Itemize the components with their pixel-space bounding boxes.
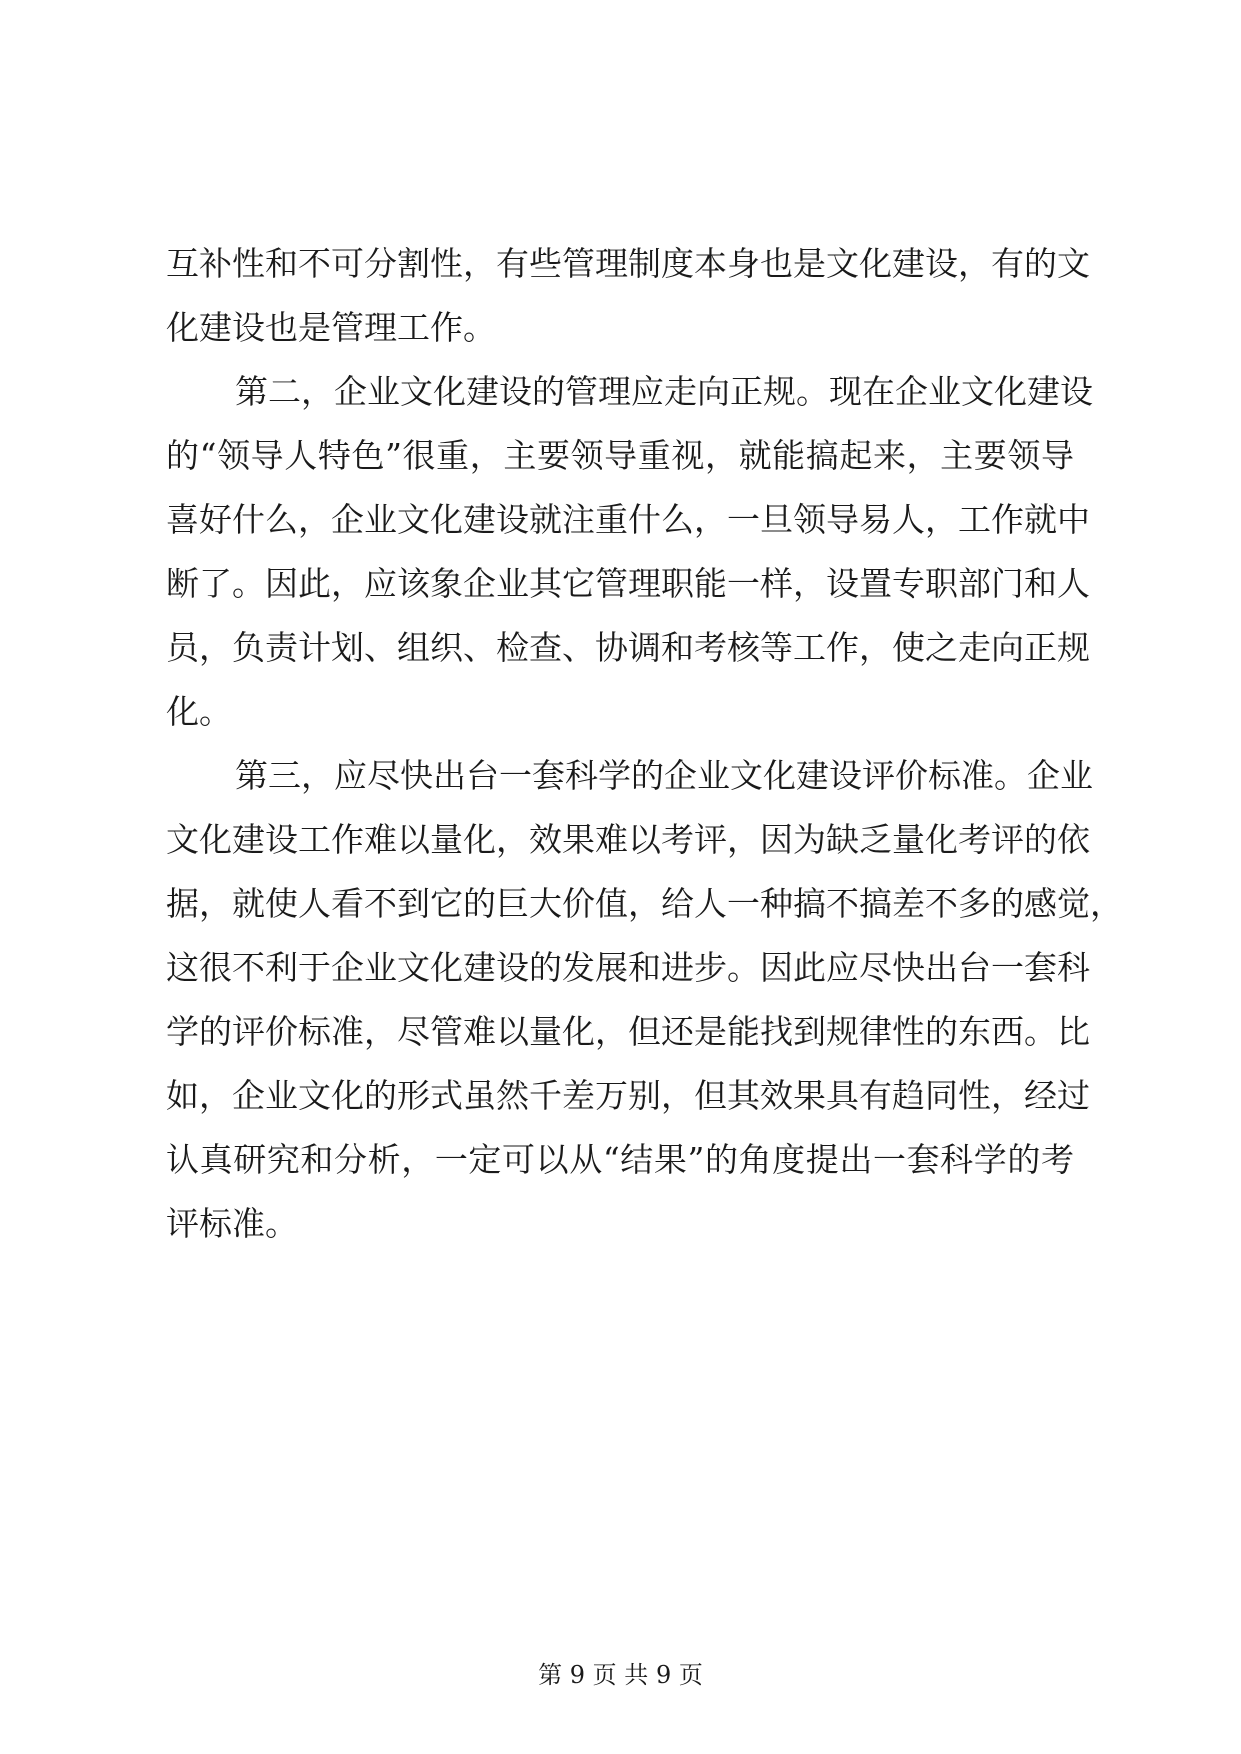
text-line: 学的评价标准，尽管难以量化，但还是能找到规律性的东西。比 bbox=[166, 1012, 1090, 1051]
text-line: 如，企业文化的形式虽然千差万别，但其效果具有趋同性，经过 bbox=[166, 1076, 1090, 1115]
text-line: 认真研究和分析，一定可以从“结果”的角度提出一套科学的考 bbox=[166, 1140, 1074, 1179]
text-line: 化。 bbox=[166, 692, 232, 731]
page-footer: 第 9 页 共 9 页 bbox=[538, 1661, 703, 1689]
text-line: 断了。因此，应该象企业其它管理职能一样，设置专职部门和人 bbox=[166, 564, 1090, 603]
text-line: 的“领导人特色”很重，主要领导重视，就能搞起来，主要领导 bbox=[166, 436, 1074, 475]
text-line: 化建设也是管理工作。 bbox=[166, 308, 496, 347]
text-line: 员，负责计划、组织、检查、协调和考核等工作，使之走向正规 bbox=[166, 628, 1090, 667]
text-line: 互补性和不可分割性，有些管理制度本身也是文化建设，有的文 bbox=[166, 244, 1090, 283]
text-line: 据，就使人看不到它的巨大价值，给人一种搞不搞差不多的感觉， bbox=[166, 884, 1123, 923]
text-line: 文化建设工作难以量化，效果难以考评，因为缺乏量化考评的依 bbox=[166, 820, 1090, 859]
paragraph-start-line: 第二，企业文化建设的管理应走向正规。现在企业文化建设 bbox=[235, 372, 1093, 411]
text-line: 评标准。 bbox=[166, 1204, 298, 1243]
text-line: 这很不利于企业文化建设的发展和进步。因此应尽快出台一套科 bbox=[166, 948, 1090, 987]
paragraph-start-line: 第三，应尽快出台一套科学的企业文化建设评价标准。企业 bbox=[235, 756, 1093, 795]
text-line: 喜好什么，企业文化建设就注重什么，一旦领导易人，工作就中 bbox=[166, 500, 1090, 539]
